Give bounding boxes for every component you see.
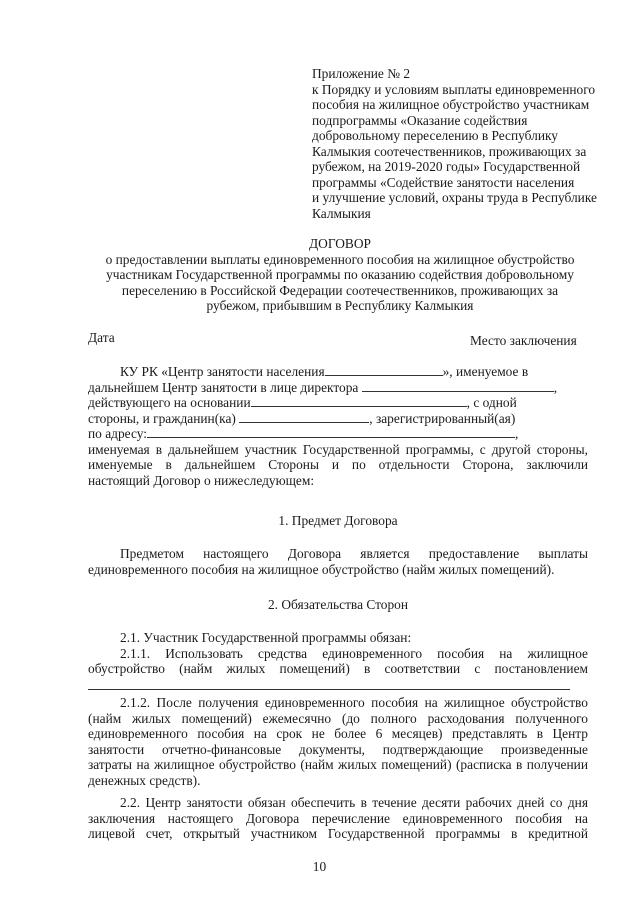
intro-line: именуемая в дальнейшем участник Государственной программы, с другой стороны, — [88, 441, 588, 457]
appendix-line: добровольному переселению в Республику — [312, 128, 559, 143]
place-label: Место заключения — [470, 333, 577, 348]
clause-line: денежных средств). — [88, 772, 201, 788]
blank-line — [147, 426, 515, 438]
clause-line: занятости отчетно-финансовые документы, подтверждающие произведенные — [88, 741, 588, 757]
clause-line: 2.1.1. Использовать средства единовременного пособия на жилищное — [120, 645, 588, 661]
clause-2-2 — [88, 795, 588, 842]
intro-line: настоящий Договор о нижеследующем: — [88, 472, 315, 488]
title-heading: ДОГОВОР — [309, 236, 371, 251]
page-number: 10 — [312, 859, 327, 874]
clause-line: 2.2. Центр занятости обязан обеспечить в течение десяти рабочих дней со дня — [120, 795, 588, 810]
appendix-line: Калмыкия — [312, 205, 371, 221]
title-line: о предоставлении выплаты единовременного пособия на жилищное обустройство — [105, 251, 575, 267]
intro-paragraph — [88, 364, 588, 488]
document-title — [60, 236, 620, 314]
appendix-block — [312, 66, 612, 221]
clause-line: заключения настоящего Договора перечисление единовременного пособия на — [88, 810, 588, 826]
intro-line: действующего на основании , с одной — [88, 395, 517, 410]
title-line: участникам Государственной программы по оказанию содействия добровольному — [106, 267, 574, 282]
section-2-heading: 2. Обязательства Сторон — [267, 597, 409, 612]
blank-line — [325, 364, 443, 376]
date-label: Дата — [88, 330, 115, 345]
blank-line — [251, 395, 467, 407]
clause-line: лицевой счет, открытый участником Государственной программы в кредитной — [88, 826, 588, 841]
title-line: рубежом, прибывшим в Республику Калмыкия — [206, 298, 474, 313]
appendix-line: подпрограммы «Оказание содействия — [312, 112, 528, 128]
clause-line: обустройство (найм жилых помещений) в соответствии с постановлением — [88, 661, 588, 676]
appendix-line: рубежом, на 2019-2020 годы» Государственной — [312, 159, 581, 174]
intro-line: дальнейшем Центр занятости в лице директора , — [88, 379, 558, 395]
appendix-line: к Порядку и условиям выплаты единовременного — [312, 81, 596, 97]
separator-line — [88, 689, 570, 690]
section-1-text — [88, 546, 588, 577]
clause-line: (найм жилых помещений) ежемесячно (до полного расходования полученного — [88, 710, 588, 726]
clause-2-1 — [88, 630, 588, 677]
intro-line: именуемые в дальнейшем Стороны и по отдельности Сторона, заключили — [88, 457, 588, 472]
clause-line: 2.1. Участник Государственной программы обязан: — [120, 630, 412, 645]
title-line: переселению в Российской Федерации соотечественников, проживающих за — [121, 282, 559, 298]
appendix-line: пособия на жилищное обустройство участникам — [312, 97, 590, 112]
appendix-line: Приложение № 2 — [312, 66, 411, 81]
appendix-line: программы «Содействие занятости населения — [312, 174, 575, 190]
section-1-line: Предметом настоящего Договора является предоставление выплаты — [120, 546, 588, 561]
section-1-heading: 1. Предмет Договора — [278, 513, 398, 528]
intro-line: стороны, и гражданин(ка) , зарегистрированный(ая) — [88, 410, 516, 426]
intro-line: по адресу: , — [88, 426, 519, 441]
clause-line: единовременного пособия на срок не более 6 месяцев) представлять в Центр — [88, 726, 588, 741]
clause-line: 2.1.2. После получения единовременного пособия на жилищное обустройство — [120, 695, 588, 710]
blank-line — [239, 411, 369, 423]
intro-line: КУ РК «Центр занятости населения », именуемое в — [120, 364, 529, 379]
blank-line — [362, 380, 554, 392]
clause-line: затраты на жилищное обустройство (найм жилых помещений) (расписка в получении — [88, 757, 588, 772]
clause-2-1-2 — [88, 695, 588, 788]
section-1-line: единовременного пособия на жилищное обустройство (найм жилых помещений). — [88, 561, 555, 577]
appendix-line: Калмыкия соотечественников, проживающих за — [312, 143, 587, 159]
appendix-line: и улучшение условий, охраны труда в Республике — [312, 190, 597, 205]
